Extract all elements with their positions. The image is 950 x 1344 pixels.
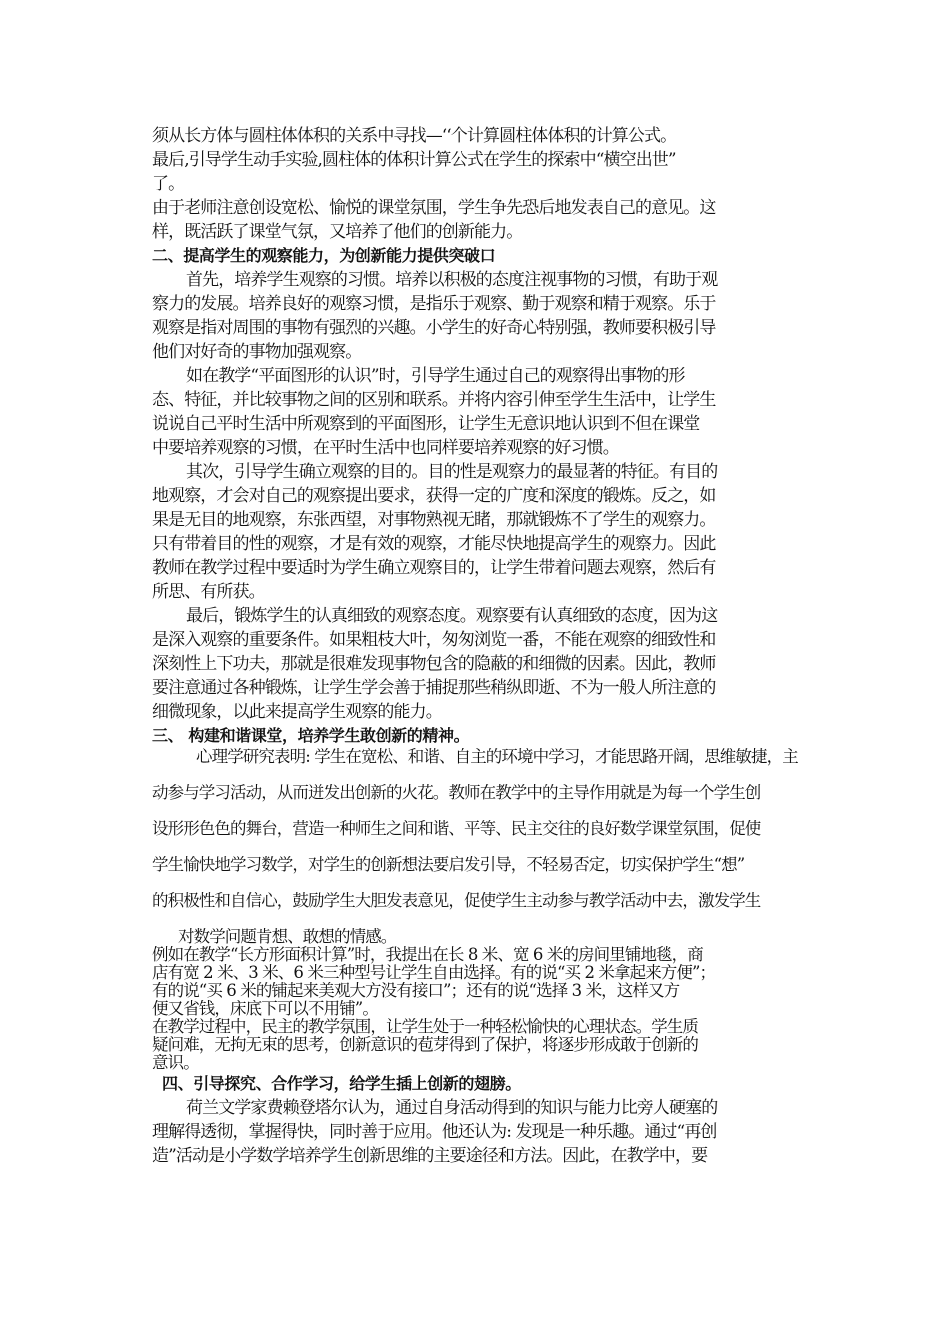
document-page xyxy=(152,124,852,1168)
text-line: 造”活动是小学数学培养学生创新思维的主要途径和方法。因此，在教学中，要 xyxy=(152,1146,708,1166)
text-line: 最后,引导学生动手实验,圆柱体的体积计算公式在学生的探索中“横空出世” xyxy=(152,150,676,170)
text-line: 只有带着目的性的观察，才是有效的观察，才能尽快地提高学生的观察力。因此 xyxy=(152,534,716,554)
paragraph-8 xyxy=(152,946,852,1018)
paragraph-5 xyxy=(152,460,852,604)
text-line: 说说自己平时生活中所观察到的平面图形，让学生无意识地认识到不但在课堂 xyxy=(152,414,700,434)
paragraph-10 xyxy=(152,1096,852,1168)
paragraph-4 xyxy=(152,364,852,460)
text-line: 他们对好奇的事物加强观察。 xyxy=(152,342,362,362)
text-line: 果是无目的地观察，东张西望，对事物熟视无睹，那就锻炼不了学生的观察力。 xyxy=(152,510,716,530)
text-line: 观察是指对周围的事物有强烈的兴趣。小学生的好奇心特别强，教师要积极引导 xyxy=(152,318,716,338)
text-line: 要注意通过各种锻炼，让学生学会善于捕捉那些稍纵即逝、不为一般人所注意的 xyxy=(152,678,716,698)
text-line: 所思、有所获。 xyxy=(152,582,265,602)
text-line: 例如在教学“长方形面积计算”时，我提出在长 8 米、宽 6 米的房间里铺地毯，商 xyxy=(152,946,703,964)
text-line: 学生愉快地学习数学，对学生的创新想法要启发引导，不轻易否定，切实保护学生“想” xyxy=(152,856,745,874)
text-line: 便又省钱，床底下可以不用铺”。 xyxy=(152,1000,378,1018)
text-line: 设形形色色的舞台，营造一种师生之间和谐、平等、民主交往的良好数学课堂氛围，促使 xyxy=(152,820,761,838)
text-line: 在教学过程中，民主的教学氛围，让学生处于一种轻松愉快的心理状态。学生质 xyxy=(152,1018,699,1036)
text-line: 理解得透彻，掌握得快，同时善于应用。他还认为: 发现是一种乐趣。通过“再创 xyxy=(152,1122,717,1142)
text-line: 首先，培养学生观察的习惯。培养以积极的态度注视事物的习惯，有助于观 xyxy=(186,270,718,290)
text-line: 店有宽 2 米、3 米、6 米三种型号让学生自由选择。有的说“买 2 米拿起来方便”； xyxy=(152,964,716,982)
text-line: 察力的发展。培养良好的观察习惯，是指乐于观察、勤于观察和精于观察。乐于 xyxy=(152,294,716,314)
section-heading-3: 三、 构建和谐课堂，培养学生敢创新的精神。 xyxy=(152,726,470,745)
text-line: 意识。 xyxy=(152,1054,199,1072)
text-line: 有的说“买 6 米的铺起来美观大方没有接口”；还有的说“选择 3 米，这样又方 xyxy=(152,982,680,1000)
text-line: 地观察，才会对自己的观察提出要求，获得一定的广度和深度的锻炼。反之，如 xyxy=(152,486,716,506)
paragraph-6 xyxy=(152,604,852,724)
section-heading-4: 四、引导探究、合作学习，给学生插上创新的翅膀。 xyxy=(162,1074,521,1093)
text-line: 须从长方体与圆柱体体积的关系中寻找—‘‘个计算圆柱体体积的计算公式。 xyxy=(152,126,677,146)
text-line: 是深入观察的重要条件。如果粗枝大叶，匆匆浏览一番，不能在观察的细致性和 xyxy=(152,630,716,650)
text-line: 的积极性和自信心，鼓励学生大胆发表意见，促使学生主动参与教学活动中去，激发学生 xyxy=(152,892,761,910)
text-line: 荷兰文学家费赖登塔尔认为，通过自身活动得到的知识与能力比旁人硬塞的 xyxy=(186,1098,718,1118)
text-line: 态、特征，并比较事物之间的区别和联系。并将内容引伸至学生生活中，让学生 xyxy=(152,390,716,410)
text-line: 心理学研究表明: 学生在宽松、和谐、自主的环境中学习，才能思路开阔，思维敏捷，主 xyxy=(196,748,798,766)
text-line: 动参与学习活动，从而迸发出创新的火花。教师在教学中的主导作用就是为每一个学生创 xyxy=(152,784,761,802)
text-line: 教师在教学过程中要适时为学生确立观察目的，让学生带着问题去观察，然后有 xyxy=(152,558,716,578)
text-line: 如在教学“平面图形的认识”时，引导学生通过自己的观察得出事物的形 xyxy=(186,366,685,386)
paragraph-9 xyxy=(152,1018,852,1072)
text-line: 其次，引导学生确立观察的目的。目的性是观察力的最显著的特征。有目的 xyxy=(186,462,718,482)
section-heading-2: 二、提高学生的观察能力，为创新能力提供突破口 xyxy=(152,246,496,265)
text-line: 样，既活跃了课堂气氛，又培养了他们的创新能力。 xyxy=(152,222,523,242)
text-line: 深刻性上下功夫，那就是很难发现事物包含的隐蔽的和细微的因素。因此，教师 xyxy=(152,654,716,674)
text-line: 中要培养观察的习惯，在平时生活中也同样要培养观察的好习惯。 xyxy=(152,438,619,458)
text-line: 对数学问题肯想、敢想的情感。 xyxy=(178,928,397,946)
paragraph-1 xyxy=(152,124,852,196)
paragraph-2 xyxy=(152,196,852,244)
paragraph-7 xyxy=(152,748,852,946)
text-line: 最后，锻炼学生的认真细致的观察态度。观察要有认真细致的态度，因为这 xyxy=(186,606,718,626)
text-line: 疑问难，无拘无束的思考，创新意识的苞芽得到了保护，将逐步形成敢于创新的 xyxy=(152,1036,699,1054)
paragraph-3 xyxy=(152,268,852,364)
text-line: 由于老师注意创设宽松、愉悦的课堂氛围，学生争先恐后地发表自己的意见。这 xyxy=(152,198,716,218)
text-line: 了。 xyxy=(152,174,185,194)
text-line: 细微现象，以此来提高学生观察的能力。 xyxy=(152,702,442,722)
